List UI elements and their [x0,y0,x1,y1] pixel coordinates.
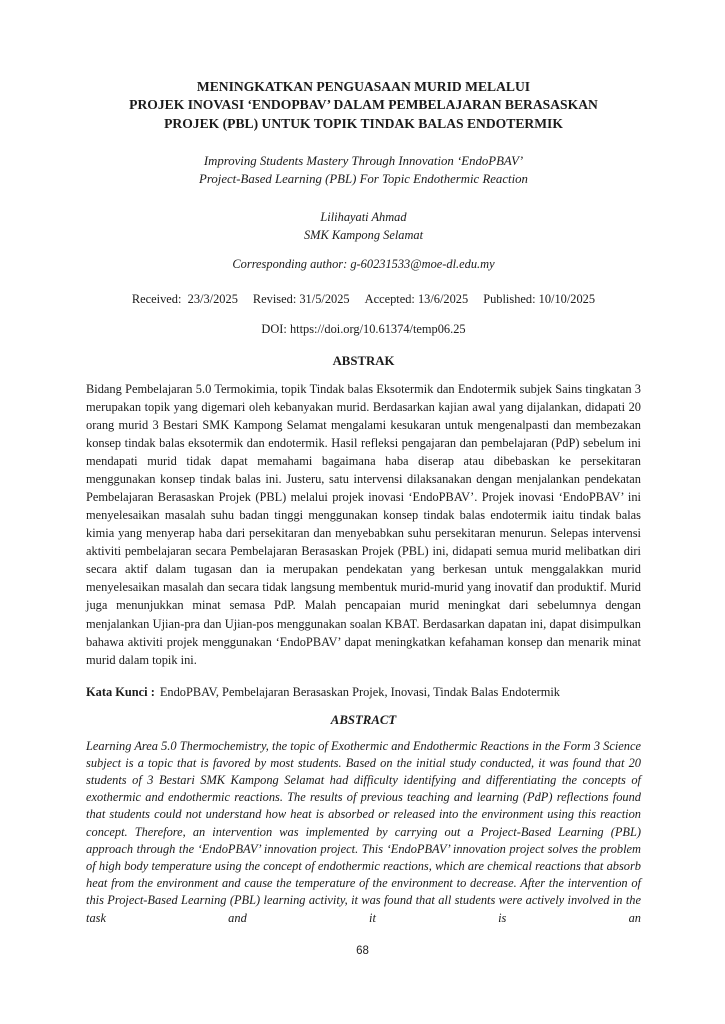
date-revised: Revised: 31/5/2025 [252,291,350,306]
keywords-text: EndoPBAV, Pembelajaran Berasaskan Projek, Inovasi, Tindak Balas Endotermik [159,684,560,699]
abstract-paragraph: Learning Area 5.0 Thermochemistry, the topic of Exothermic and Endothermic Reactions in the Form 3 Science subject is a topic that is favored by most students. Based on the initial study conducted, it was found that 20 students of 3 Bestari SMK Kampong Selamat had difficulty identifying and differentiating the concepts of exothermic and endothermic reactions. The results of previous teaching and learning (PdP) reflections found that students could not understand how heat is absorbed or released into the environment using this reaction concept. Therefore, an intervention was implemented by carrying out a Project-Based Learning (PBL) approach through the ‘EndoPBAV’ innovation project. This ‘EndoPBAV’ innovation project solves the problem of high body temperature using the concept of endothermic reactions, which are chemical reactions that absorb heat from the environment and cause the temperature of the environment to decrease. After the intervention of this Project-Based Learning (PBL) learning activity, it was found that all students were actively involved in the task and it is an [86,738,641,925]
page-number: 68 [356,945,369,957]
paper-subtitle-line-1: Improving Students Mastery Through Innovation ‘EndoPBAV’ [203,153,524,168]
date-received: Received: 23/3/2025 [131,291,238,306]
date-accepted: Accepted: 13/6/2025 [364,291,469,306]
date-published: Published: 10/10/2025 [483,291,596,306]
author-affiliation: SMK Kampong Selamat [303,227,424,242]
paper-title-line-2: PROJEK INOVASI ‘ENDOPBAV’ DALAM PEMBELAJARAN BERASASKAN [129,97,598,113]
doi-line: DOI: https://doi.org/10.61374/temp06.25 [261,321,466,336]
author-name: Lilihayati Ahmad [320,209,407,224]
keywords-line [86,683,641,701]
author-block [86,208,641,244]
abstrak-paragraph: Bidang Pembelajaran 5.0 Termokimia, topik Tindak balas Eksotermik dan Endotermik subjek Sains tingkatan 3 merupakan topik yang digemari oleh kebanyakan murid. Berdasarkan kajian awal yang dijalankan, didapati 20 orang murid 3 Bestari SMK Kampong Selamat mengalami kesukaran untuk mengenalpasti dan membezakan konsep tindak balas eksotermik dan endotermik. Hasil refleksi pengajaran dan pembelajaran (PdP) sebelum ini mendapati murid tidak dapat memahami bagaimana haba diserap atau dibebaskan ke persekitaran menggunakan konsep tindak balas ini. Justeru, satu intervensi dilaksanakan dengan menjalankan pendekatan Pembelajaran Berasaskan Projek (PBL) melalui projek inovasi ‘EndoPBAV’. Projek inovasi ‘EndoPBAV’ ini menyelesaikan masalah suhu badan tinggi menggunakan konsep tindak balas endotermik iaitu tindak balas kimia yang menyerap haba dari persekitaran dan menyebabkan suhu persekitaran menurun. Selepas intervensi aktiviti pembelajaran secara Pembelajaran Berasaskan Projek (PBL) ini, didapati semua murid melibatkan diri secara aktif dalam tugasan dan ia merupakan pendekatan yang berkesan untuk menggalakkan murid menyelesaikan masalah dan secara tidak langsung membentuk murid-murid yang inovatif dan produktif. Murid juga menunjukkan minat semasa PdP. Malah pencapaian murid meningkat dari sebelumnya dengan menjalankan Ujian-pra dan Ujian-pos menggunakan soalan KBAT. Berdasarkan dapatan ini, dapat disimpulkan bahawa aktiviti projek menggunakan ‘EndoPBAV’ dapat meningkatkan kefahaman konsep dan menarik minat murid dalam topik ini. [86,381,641,667]
paper-subtitle-line-2: Project-Based Learning (PBL) For Topic Endothermic Reaction [199,171,528,186]
abstrak-heading: ABSTRAK [332,353,395,368]
keywords-label: Kata Kunci : [86,684,155,699]
paper-title-malay [86,78,641,133]
abstract-heading: ABSTRACT [330,712,397,727]
paper-subtitle-english [86,152,641,188]
paper-title-line-1: MENINGKATKAN PENGUASAAN MURID MELALUI [196,79,531,94]
paper-title-line-3: PROJEK (PBL) UNTUK TOPIK TINDAK BALAS ENDOTERMIK [164,115,563,131]
publication-dates-row [86,290,641,308]
corresponding-author-line: Corresponding author: g-60231533@moe-dl.edu.my [232,256,495,271]
